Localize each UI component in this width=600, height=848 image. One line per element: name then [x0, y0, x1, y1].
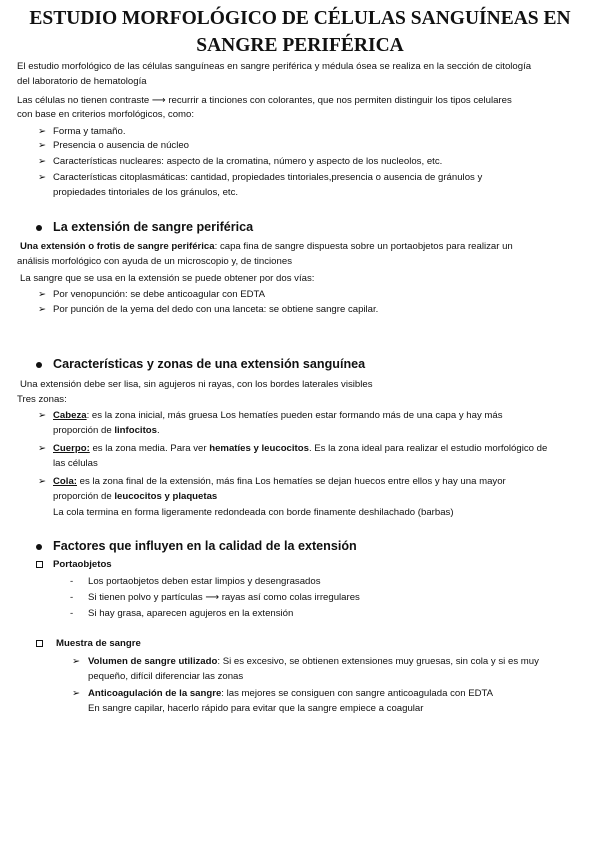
zone-cabeza-label: Cabeza: [53, 410, 87, 421]
section-heading-zones: Características y zonas de una extensión sanguínea: [53, 357, 366, 371]
zone-cuerpo-line-1: [53, 442, 547, 455]
arrow-bullet-icon: ➢: [38, 140, 47, 151]
zone-cabeza-line-1: [53, 409, 503, 422]
zone-cuerpo-line-2: las células: [53, 458, 98, 469]
criteria-item: Características citoplasmáticas: cantidad, propiedades tintoriales,presencia o ausencia de gránulos y: [53, 172, 483, 183]
volumen-line-2: pequeño, difícil diferenciar las zonas: [88, 671, 244, 682]
extension-definition-line-1: [20, 240, 513, 253]
extension-way-item: Por venopunción: se debe anticoagular con EDTA: [53, 289, 266, 300]
section-bullet-icon: [36, 225, 42, 231]
zone-cabeza-text: : es la zona inicial, más gruesa Los hematíes pueden estar formando más de una capa y hay más: [86, 410, 503, 421]
zones-label: Tres zonas:: [17, 394, 67, 405]
section-heading-factors: Factores que influyen en la calidad de la extensión: [53, 539, 357, 553]
zone-cola-text-2a: proporción de: [53, 491, 115, 502]
zone-cola-text: es la zona final de la extensión, más fina Los hematíes se dejan huecos entre ellos y hay una mayor: [76, 476, 506, 487]
zone-cabeza-text-2a: proporción de: [53, 425, 115, 436]
zone-cola-line-1: [53, 475, 506, 488]
arrow-bullet-icon: ➢: [38, 476, 47, 487]
page-title-line-1: ESTUDIO MORFOLÓGICO DE CÉLULAS SANGUÍNEAS EN: [29, 8, 571, 29]
portaobjetos-item: Si tienen polvo y partículas ⟶ rayas así como colas irregulares: [88, 592, 360, 603]
portaobjetos-item: Si hay grasa, aparecen agujeros en la extensión: [88, 608, 294, 619]
volumen-line-1: [88, 655, 539, 668]
anticoagulacion-line-2: En sangre capilar, hacerlo rápido para evitar que la sangre empiece a coagular: [88, 703, 424, 714]
zone-cabeza-text-2c: .: [156, 425, 160, 436]
arrow-bullet-icon: ➢: [38, 172, 47, 183]
portaobjetos-label: Portaobjetos: [53, 559, 112, 570]
zone-cuerpo-text-b: hematíes y leucocitos: [209, 443, 309, 454]
criteria-item: Forma y tamaño.: [53, 126, 126, 137]
intro-paragraph-1-line-2: del laboratorio de hematología: [17, 76, 147, 87]
arrow-bullet-icon: ➢: [38, 410, 47, 421]
volumen-label: Volumen de sangre utilizado: [88, 656, 218, 667]
volumen-text: : Si es excesivo, se obtienen extensiones muy gruesas, sin cola y si es muy: [217, 656, 539, 667]
extension-definition-line-2: análisis morfológico con ayuda de un microscopio y, de tinciones: [17, 256, 292, 267]
portaobjetos-item: Los portaobjetos deben estar limpios y desengrasados: [88, 576, 321, 587]
arrow-bullet-icon: ➢: [38, 289, 47, 300]
anticoagulacion-label: Anticoagulación de la sangre: [88, 688, 222, 699]
zone-cola-text-2b: leucocitos y plaquetas: [114, 491, 218, 502]
zone-cola-line-3: La cola termina en forma ligeramente redondeada con borde finamente deshilachado (barbas): [53, 507, 454, 518]
section-bullet-icon: [36, 544, 42, 550]
arrow-bullet-icon: ➢: [72, 656, 81, 667]
intro-paragraph-2-line-2: con base en criterios morfológicos, como:: [17, 109, 195, 120]
extension-ways-text: La sangre que se usa en la extensión se puede obtener por dos vías:: [20, 273, 315, 284]
zone-cola-label: Cola:: [53, 476, 77, 487]
section-bullet-icon: [36, 362, 42, 368]
muestra-label: Muestra de sangre: [56, 638, 141, 649]
arrow-bullet-icon: ➢: [38, 443, 47, 454]
dash-bullet-icon: -: [70, 592, 74, 603]
arrow-bullet-icon: ➢: [38, 156, 47, 167]
intro-paragraph-1-line-1: El estudio morfológico de las células sanguíneas en sangre periférica y médula ósea se realiza en la sección de citología: [17, 61, 532, 72]
criteria-item: Presencia o ausencia de núcleo: [53, 140, 190, 151]
dash-bullet-icon: -: [70, 576, 74, 587]
arrow-bullet-icon: ➢: [72, 688, 81, 699]
intro-paragraph-2-line-1: Las células no tienen contraste ⟶ recurrir a tinciones con colorantes, que nos permiten distinguir los tipos celulares: [17, 95, 512, 106]
anticoagulacion-line-1: [88, 687, 493, 700]
dash-bullet-icon: -: [70, 608, 74, 619]
zones-intro-text: Una extensión debe ser lisa, sin agujeros ni rayas, con los bordes laterales visibles: [20, 379, 373, 390]
zone-cola-line-2: [53, 490, 217, 503]
arrow-bullet-icon: ➢: [38, 126, 47, 137]
arrow-bullet-icon: ➢: [38, 304, 47, 315]
anticoagulacion-text: : las mejores se consiguen con sangre anticoagulada con EDTA: [221, 688, 494, 699]
extension-definition-term: Una extensión o frotis de sangre periférica: [20, 241, 215, 252]
zone-cabeza-line-2: [53, 424, 160, 437]
extension-way-item: Por punción de la yema del dedo con una lanceta: se obtiene sangre capilar.: [53, 304, 379, 315]
checkbox-bullet-icon: [36, 640, 43, 647]
page-title-line-2: SANGRE PERIFÉRICA: [196, 35, 404, 56]
zone-cabeza-text-2b: linfocitos: [114, 425, 157, 436]
criteria-item-continuation: propiedades tintoriales de los gránulos, etc.: [53, 187, 239, 198]
zone-cuerpo-label: Cuerpo:: [53, 443, 90, 454]
extension-definition-text: : capa fina de sangre dispuesta sobre un portaobjetos para realizar un: [214, 241, 513, 252]
zone-cuerpo-text-c: . Es la zona ideal para realizar el estudio morfológico de: [308, 443, 548, 454]
criteria-item: Características nucleares: aspecto de la cromatina, número y aspecto de los nucleolos, etc.: [53, 156, 443, 167]
zone-cuerpo-text-a: es la zona media. Para ver: [89, 443, 210, 454]
section-heading-extension: La extensión de sangre periférica: [53, 220, 254, 234]
checkbox-bullet-icon: [36, 561, 43, 568]
